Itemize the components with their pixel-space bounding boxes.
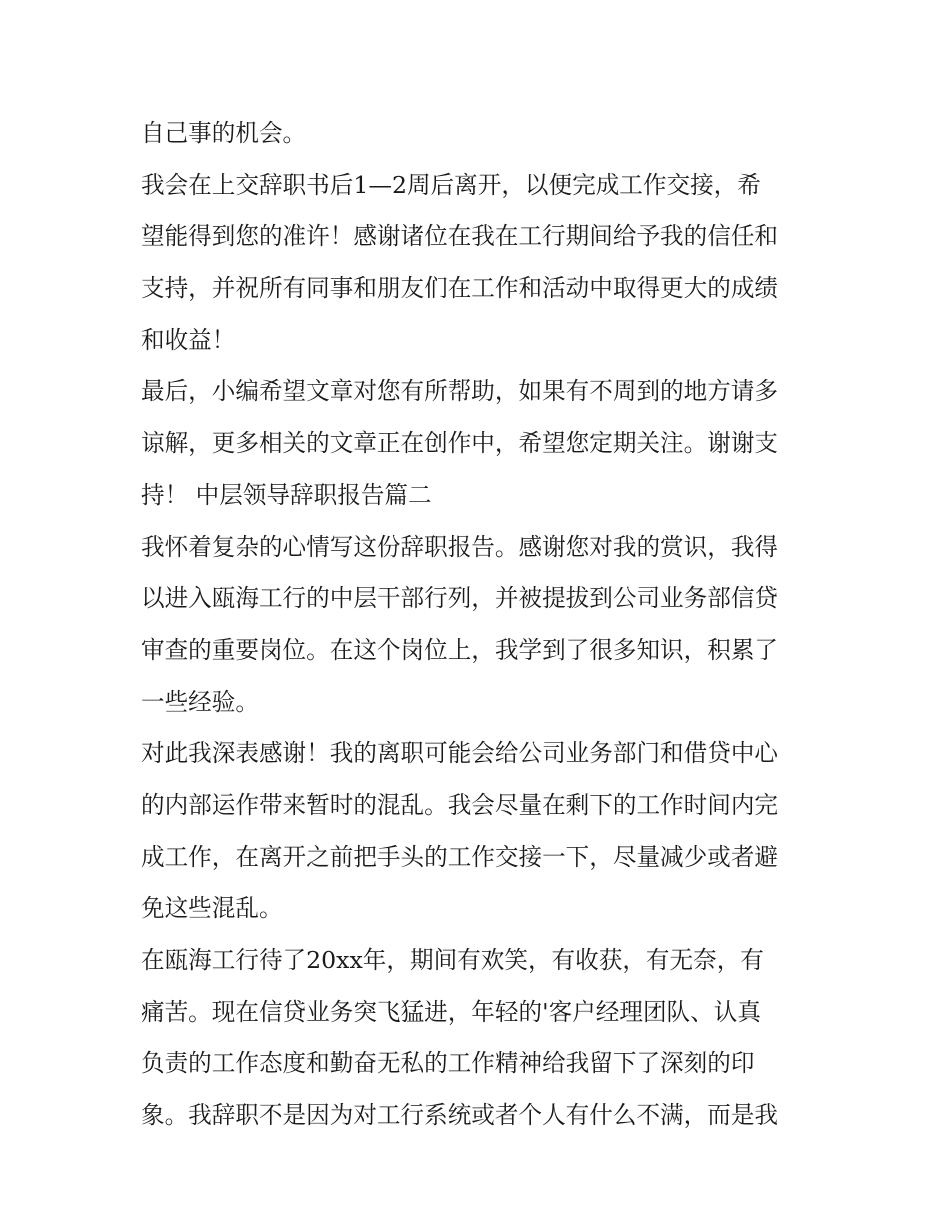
text-line: 对此我深表感谢！我的离职可能会给公司业务部门和借贷中心 bbox=[141, 739, 779, 768]
text-line: 的内部运作带来暂时的混乱。我会尽量在剩下的工作时间内完 bbox=[141, 790, 779, 819]
text-line: 和收益！ bbox=[141, 325, 236, 354]
text-line: 支持，并祝所有同事和朋友们在工作和活动中取得更大的成绩 bbox=[141, 274, 779, 303]
text-line: 我会在上交辞职书后1—2周后离开，以便完成工作交接，希 bbox=[141, 170, 761, 199]
section-heading-line: 持！ 中层领导辞职报告篇二 bbox=[141, 480, 432, 509]
text-line: 痛苦。现在信贷业务突飞猛进，年轻的'客户经理团队、认真 bbox=[141, 997, 761, 1026]
text-line: 成工作，在离开之前把手头的工作交接一下，尽量减少或者避 bbox=[141, 842, 779, 871]
text-line: 我怀着复杂的心情写这份辞职报告。感谢您对我的赏识，我得 bbox=[141, 532, 779, 561]
text-line: 在瓯海工行待了20xx年，期间有欢笑，有收获，有无奈，有 bbox=[141, 946, 764, 974]
document-body-text bbox=[141, 108, 816, 1142]
text-line: 一些经验。 bbox=[141, 687, 259, 716]
text-line: 免这些混乱。 bbox=[141, 894, 283, 923]
text-line: 望能得到您的准许！感谢诸位在我在工行期间给予我的信任和 bbox=[141, 222, 779, 251]
text-line: 以进入瓯海工行的中层干部行列，并被提拔到公司业务部信贷 bbox=[141, 584, 779, 613]
text-line: 审查的重要岗位。在这个岗位上，我学到了很多知识，积累了 bbox=[141, 635, 779, 664]
text-line: 负责的工作态度和勤奋无私的工作精神给我留下了深刻的印 bbox=[141, 1049, 755, 1078]
text-line: 谅解，更多相关的文章正在创作中，希望您定期关注。谢谢支 bbox=[141, 429, 779, 458]
text-line: 最后，小编希望文章对您有所帮助，如果有不周到的地方请多 bbox=[141, 377, 779, 406]
text-line: 自己事的机会。 bbox=[141, 119, 307, 147]
text-line: 象。我辞职不是因为对工行系统或者个人有什么不满，而是我 bbox=[141, 1101, 779, 1130]
